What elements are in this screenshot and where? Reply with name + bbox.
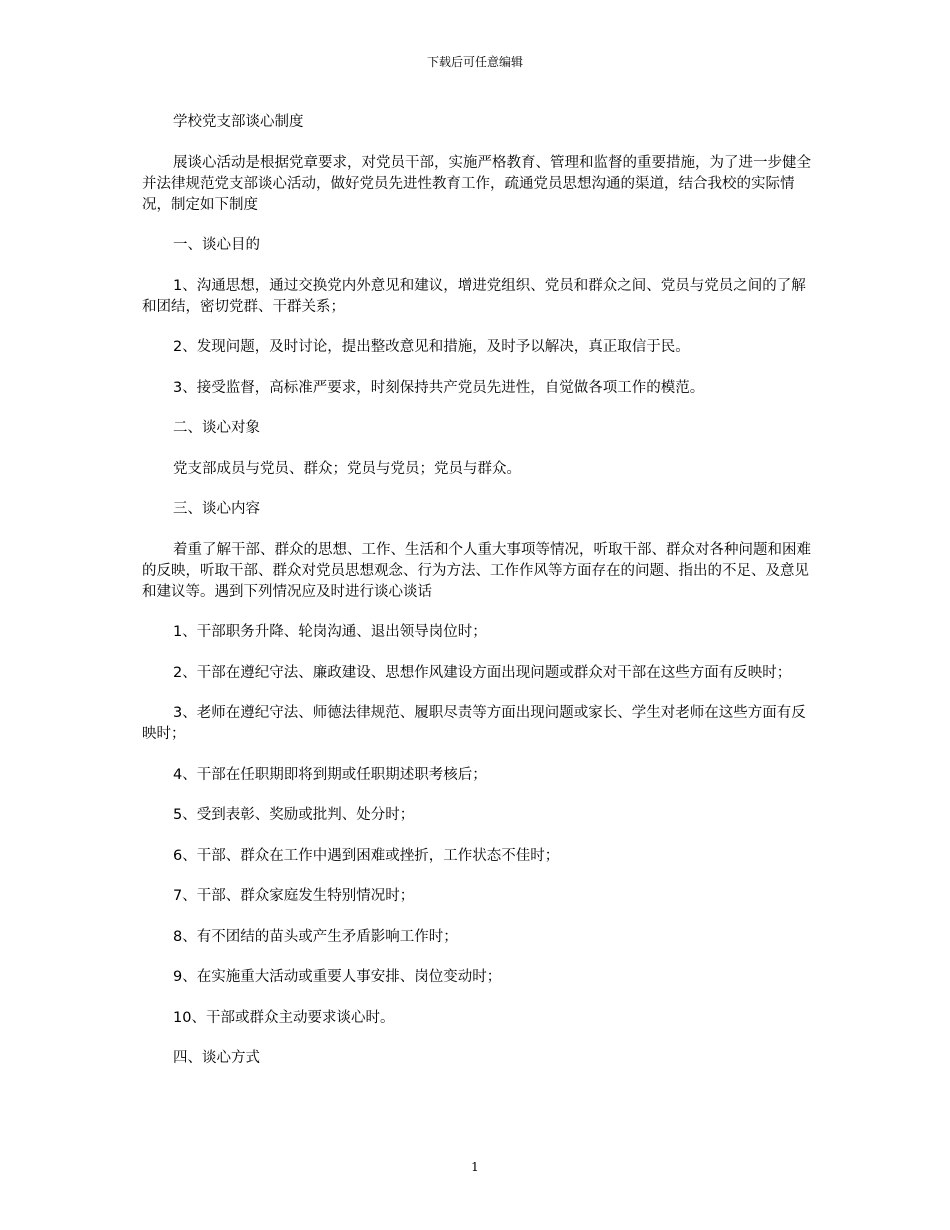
section-heading-targets: 二、谈心对象 bbox=[173, 420, 260, 436]
list-item: 6、干部、群众在工作中遇到困难或挫折，工作状态不佳时； bbox=[173, 847, 560, 864]
list-item: 2、干部在遵纪守法、廉政建设、思想作风建设方面出现问题或群众对干部在这些方面有反映时； bbox=[173, 664, 792, 681]
section-heading-purpose: 一、谈心目的 bbox=[173, 237, 260, 253]
list-item: 4、干部在任职期即将到期或任职期述职考核后； bbox=[173, 766, 487, 783]
list-item: 3、老师在遵纪守法、师德法律规范、履职尽责等方面出现问题或家长、学生对老师在这些方面有反映时； bbox=[142, 705, 806, 742]
list-item: 1、干部职务升降、轮岗沟通、退出领导岗位时； bbox=[173, 624, 487, 640]
list-item: 7、干部、群众家庭发生特别情况时； bbox=[173, 888, 415, 904]
paragraph-intro: 展谈心活动是根据党章要求，对党员干部，实施严格教育、管理和监督的重要措施，为了进一步健全并法律规范党支部谈心活动，做好党员先进性教育工作，疏通党员思想沟通的渠道，结合我校的实际情况，制定如下制度 bbox=[142, 154, 811, 213]
page-header: 下载后可任意编辑 bbox=[426, 55, 523, 69]
section-heading-content: 三、谈心内容 bbox=[173, 501, 260, 517]
list-item: 3、接受监督，高标准严要求，时刻保持共产党员先进性，自觉做各项工作的模范。 bbox=[173, 379, 705, 396]
paragraph-content: 着重了解干部、群众的思想、工作、生活和个人重大事项等情况，听取干部、群众对各种问题和困难的反映，听取干部、群众对党员思想观念、行为方法、工作作风等方面存在的问题、指出的不足、及意见和建议等。遇到下列情况应及时进行谈心谈话 bbox=[142, 541, 811, 600]
paragraph-targets: 党支部成员与党员、群众；党员与党员；党员与群众。 bbox=[173, 460, 521, 477]
page-number: 1 bbox=[471, 1160, 479, 1174]
list-item: 1、沟通思想，通过交换党内外意见和建议，增进党组织、党员和群众之间、党员与党员之间的了解和团结，密切党群、干群关系； bbox=[142, 277, 806, 315]
list-item: 10、干部或群众主动要求谈心时。 bbox=[173, 1009, 395, 1026]
document-title: 学校党支部谈心制度 bbox=[173, 114, 304, 130]
list-item: 9、在实施重大活动或重要人事安排、岗位变动时； bbox=[173, 969, 502, 985]
list-item: 8、有不团结的苗头或产生矛盾影响工作时； bbox=[173, 928, 458, 945]
section-heading-method: 四、谈心方式 bbox=[173, 1050, 260, 1066]
document-body bbox=[142, 112, 818, 1089]
list-item: 5、受到表彰、奖励或批判、处分时； bbox=[173, 807, 415, 823]
list-item: 2、发现问题，及时讨论，提出整改意见和措施，及时予以解决，真正取信于民。 bbox=[173, 339, 690, 355]
